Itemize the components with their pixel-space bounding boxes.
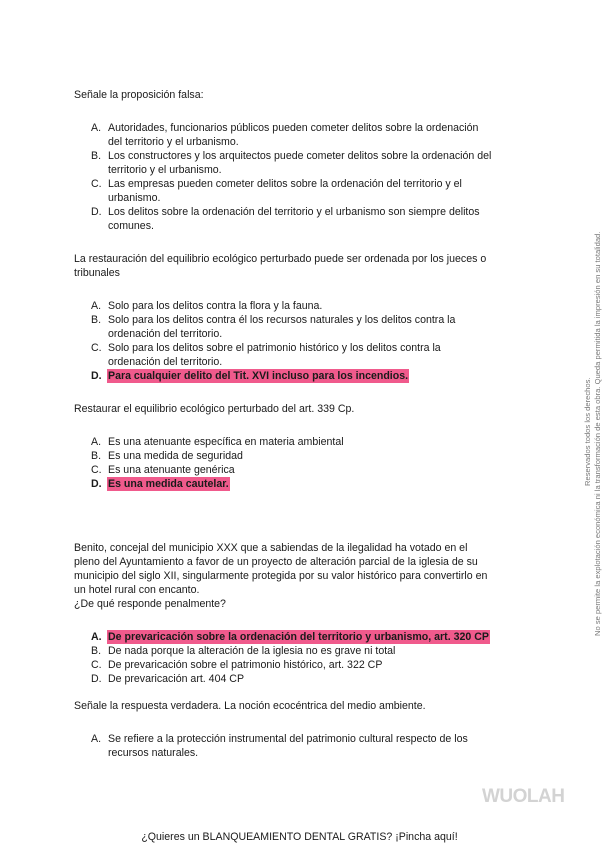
answer-options [74, 732, 494, 760]
option-letter: D. [91, 206, 102, 218]
answer-option-correct [74, 477, 494, 491]
questions-container [74, 88, 494, 760]
answer-option [74, 177, 494, 205]
question-stem: Señale la proposición falsa: [74, 89, 204, 101]
answer-option-correct [74, 630, 494, 644]
answer-option [74, 449, 494, 463]
option-text: Solo para los delitos contra la flora y la fauna. [108, 300, 323, 312]
answer-option [74, 644, 494, 658]
option-text: Los constructores y los arquitectos puede cometer delitos sobre la ordenación del territorio y el urbanismo. [108, 150, 492, 176]
option-text: Es una medida de seguridad [108, 450, 243, 462]
option-text: Es una atenuante específica en materia ambiental [108, 436, 344, 448]
answer-option [74, 658, 494, 672]
option-text: De prevaricación art. 404 CP [108, 673, 245, 685]
question-stem: Señale la respuesta verdadera. La noción ecocéntrica del medio ambiente. [74, 700, 426, 712]
option-letter: C. [91, 464, 102, 476]
answer-option [74, 341, 494, 369]
option-letter: D. [91, 478, 102, 490]
question-block [74, 541, 494, 686]
answer-option [74, 672, 494, 686]
question-stem: La restauración del equilibrio ecológico perturbado puede ser ordenada por los jueces o tribunales [74, 253, 487, 279]
answer-options [74, 121, 494, 233]
question-block [74, 402, 494, 491]
answer-options [74, 435, 494, 491]
option-letter: A. [91, 733, 102, 745]
option-text: Autoridades, funcionarios públicos pueden cometer delitos sobre la ordenación del territorio y el urbanismo. [108, 122, 479, 148]
answer-option [74, 205, 494, 233]
answer-option-correct [74, 369, 494, 383]
question-block [74, 252, 494, 383]
answer-options [74, 630, 494, 686]
answer-option [74, 313, 494, 341]
option-letter: C. [91, 659, 102, 671]
option-letter: A. [91, 122, 102, 134]
option-letter: A. [91, 300, 102, 312]
wuolah-logo: WUOLAH [482, 786, 565, 807]
option-text: Las empresas pueden cometer delitos sobre la ordenación del territorio y el urbanismo. [108, 178, 462, 204]
usage-notice: No se permite la explotación económica ni la transformación de esta obra. Queda permitida la impresión en su totalidad. [593, 231, 602, 636]
option-text: Para cualquier delito del Tit. XVI incluso para los incendios. [108, 370, 409, 382]
option-text: De prevaricación sobre la ordenación del territorio y urbanismo, art. 320 CP [108, 631, 489, 643]
option-text: De prevaricación sobre el patrimonio histórico, art. 322 CP [108, 659, 383, 671]
option-letter: C. [91, 342, 102, 354]
option-text: Los delitos sobre la ordenación del territorio y el urbanismo son siempre delitos comunes. [108, 206, 480, 232]
answer-option [74, 732, 494, 760]
option-text: Solo para los delitos sobre el patrimonio histórico y los delitos contra la ordenación del territorio. [108, 342, 441, 368]
option-letter: C. [91, 178, 102, 190]
option-letter: D. [91, 673, 102, 685]
question-stem: Benito, concejal del municipio XXX que a sabiendas de la ilegalidad ha votado en el pleno del Ayuntamiento a favor de un proyecto de alteración parcial de la iglesia de su municipio del siglo XII, singularmente protegida por su valor histórico para convertirlo en un hotel rural con encanto. [74, 542, 488, 596]
rights-notice: Reservados todos los derechos. [583, 377, 592, 486]
option-text: De nada porque la alteración de la iglesia no es grave ni total [108, 645, 396, 657]
option-letter: B. [91, 450, 102, 462]
option-letter: B. [91, 645, 102, 657]
option-text: Solo para los delitos contra él los recursos naturales y los delitos contra la ordenación del territorio. [108, 314, 456, 340]
answer-options [74, 299, 494, 383]
footer-ad-link[interactable]: ¿Quieres un BLANQUEAMIENTO DENTAL GRATIS? ¡Pincha aquí! [141, 831, 458, 843]
answer-option [74, 149, 494, 177]
option-letter: A. [91, 631, 102, 643]
option-text: Es una atenuante genérica [108, 464, 235, 476]
question-block [74, 88, 494, 233]
option-text: Es una medida cautelar. [108, 478, 229, 490]
option-letter: A. [91, 436, 102, 448]
option-letter: B. [91, 314, 102, 326]
question-block [74, 699, 494, 760]
answer-option [74, 463, 494, 477]
option-letter: D. [91, 370, 102, 382]
answer-option [74, 299, 494, 313]
answer-option [74, 435, 494, 449]
question-stem: ¿De qué responde penalmente? [74, 598, 226, 610]
question-stem: Restaurar el equilibrio ecológico perturbado del art. 339 Cp. [74, 403, 355, 415]
option-text: Se refiere a la protección instrumental del patrimonio cultural respecto de los recursos naturales. [108, 733, 468, 759]
answer-option [74, 121, 494, 149]
option-letter: B. [91, 150, 102, 162]
